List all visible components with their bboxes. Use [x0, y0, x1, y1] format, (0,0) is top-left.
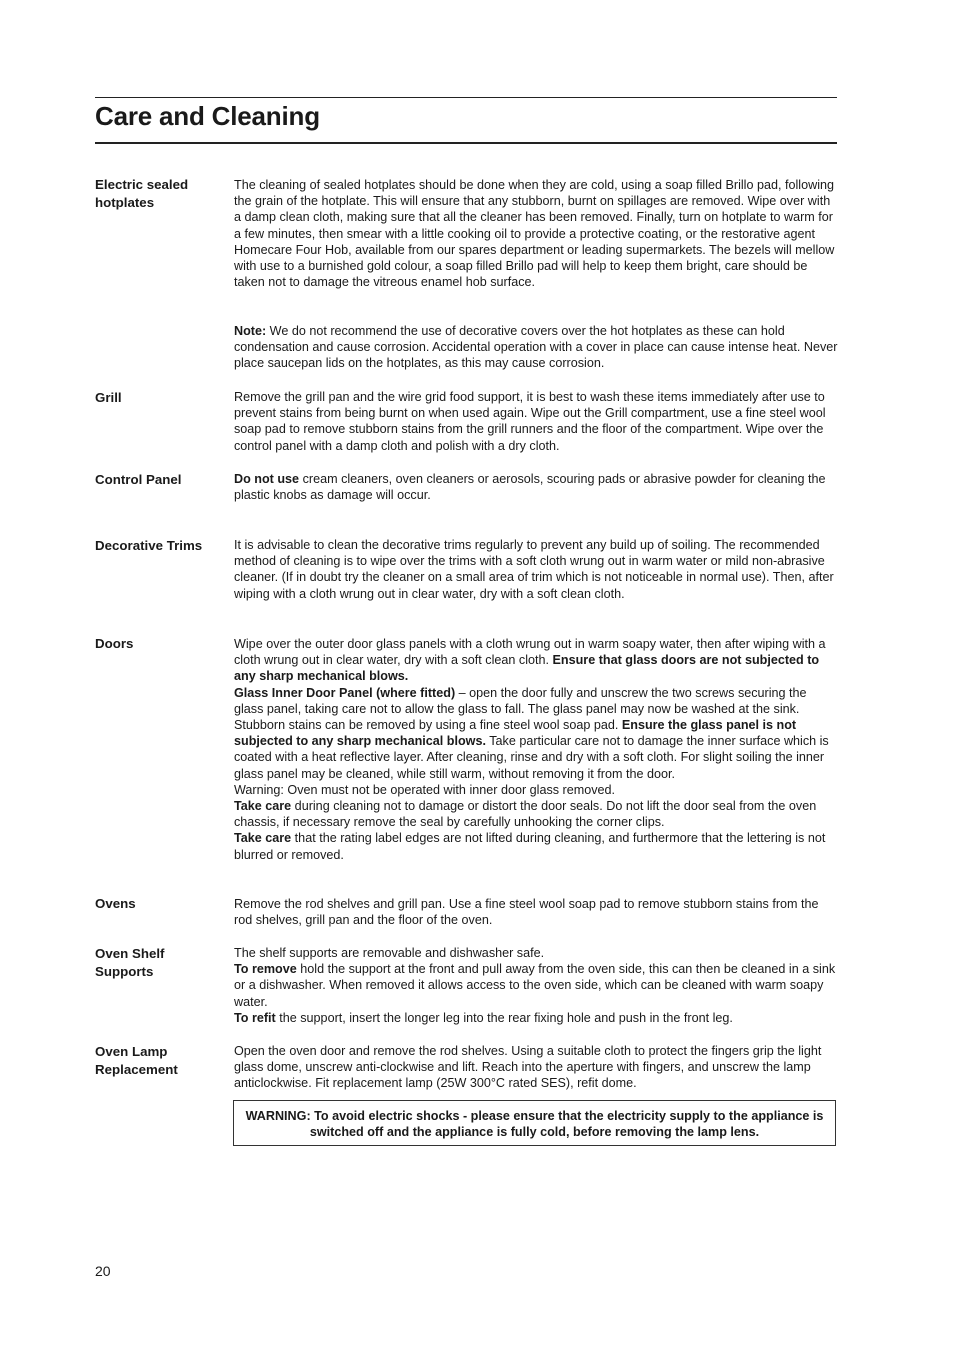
doors-paragraph-5	[234, 830, 838, 862]
shelf-p2-bold: To remove	[234, 962, 297, 977]
section-body-grill	[234, 389, 838, 454]
section-body-hotplates	[234, 177, 838, 290]
shelf-paragraph-3	[234, 1010, 838, 1026]
hotplates-paragraph: The cleaning of sealed hotplates should be done when they are cold, using a soap filled Brillo pad, following the grain of the hotplate. This will ensure that any stubborn, burnt on spillages are removed. Wipe over with a damp clean cloth, making sure that all the cleaner has been removed. Finally, turn on hotplate to warm for a few minutes, then smear with a little cooking oil to provide a protective coating, or the restorative agent Homecare Four Hob, available from our spares department or leading supermarkets. The bezels will mellow with use to a burnished gold colour, a soap filled Brillo pad will help to keep them bright, care should be taken not to damage the vitreous enamel hob surface.	[234, 178, 835, 290]
doors-p1-text: Wipe over the outer door glass panels with a cloth wrung out in warm soapy water, then after wiping with a cloth wrung out in clear water, dry with a soft clean cloth.	[234, 637, 826, 668]
doors-paragraph-3: Warning: Oven must not be operated with inner door glass removed.	[234, 782, 616, 797]
section-label-ovens: Ovens	[95, 896, 136, 911]
section-label-lamp: Oven Lamp Replacement	[95, 1044, 178, 1077]
header-rule-bottom	[95, 142, 837, 144]
section-note-hotplates	[234, 323, 838, 372]
shelf-p3-bold: To refit	[234, 1010, 276, 1025]
trims-paragraph: It is advisable to clean the decorative trims regularly to prevent any build up of soiling. The recommended method of cleaning is to wipe over the trims with a soft cloth wrung out in warm water or mild non-abrasive cleaner. (If in doubt try the cleaner on a small area of trim which is not noticeable in normal use). Then, after wiping with a cloth wrung out in clear water, dry with a soft clean cloth.	[234, 538, 834, 601]
note-text: We do not recommend the use of decorative covers over the hot hotplates as these can hold condensation and cause corrosion. Accidental operation with a cover in place can cause intense heat. Never place saucepan lids on the hotplates, as this may cause corrosion.	[234, 324, 838, 371]
doors-p2-text2: Take particular care not to damage the inner surface which is coated with a heat reflective layer. After cleaning, rinse and dry with a soft cloth. For slight soiling the inner glass panel may be cleaned, while still warm, without removing it from the door.	[234, 734, 829, 781]
section-body-control-panel	[234, 471, 838, 503]
header-rule-top	[95, 97, 837, 98]
section-body-ovens	[234, 896, 838, 928]
control-panel-bold: Do not use	[234, 472, 300, 486]
doors-p2-text: – open the door fully and unscrew the two screws securing the glass panel, taking care not to allow the glass to fall. The glass panel may now be washed at the sink. Stubborn stains can be removed by using a fine steel wool soap pad.	[234, 685, 807, 733]
shelf-paragraph-1: The shelf supports are removable and dishwasher safe.	[234, 946, 545, 960]
section-body-lamp	[234, 1043, 838, 1092]
section-label-doors: Doors	[95, 636, 134, 651]
section-label-shelf-supports: Oven Shelf Supports	[95, 946, 165, 979]
section-label-grill: Grill	[95, 390, 122, 405]
note-bold: Note:	[234, 324, 267, 338]
doors-paragraph-2	[234, 685, 838, 782]
section-label-hotplates: Electric sealed hotplates	[95, 177, 189, 210]
section-label-trims: Decorative Trims	[95, 538, 203, 553]
doors-p5-text: that the rating label edges are not lifted during cleaning, and furthermore that the lettering is not blurred or removed.	[234, 831, 826, 862]
doors-p4-bold: Take care	[234, 799, 292, 814]
shelf-p2-text: hold the support at the front and pull away from the oven side, this can then be cleaned in a sink or a dishwasher. When removed it allows access to the oven side, which can be cleaned with warm soapy water.	[234, 962, 836, 1009]
section-body-doors	[234, 636, 838, 863]
section-label-control-panel: Control Panel	[95, 472, 182, 487]
grill-paragraph: Remove the grill pan and the wire grid food support, it is best to wash these items immediately after use to prevent stains from being burnt on when used again. Wipe out the Grill compartment, use a fine steel wool soap pad to remove stubborn stains from the grill runners and the floor of the compartment. Wipe over the control panel with a damp cloth and polish with a dry cloth.	[234, 390, 826, 453]
shelf-paragraph-2	[234, 961, 838, 1010]
doors-p1-bold: Ensure that glass doors are not subjected to any sharp mechanical blows.	[234, 653, 820, 684]
doors-paragraph-1	[234, 636, 838, 685]
shelf-p3-text: the support, insert the longer leg into the rear fixing hole and push in the front leg.	[275, 1010, 733, 1025]
doors-p2-bold2: Ensure the glass panel is not subjected to any sharp mechanical blows.	[234, 718, 797, 749]
doors-paragraph-4	[234, 798, 838, 830]
doors-p4-text: during cleaning not to damage or distort the door seals. Do not lift the door seal from the oven chassis, if necessary remove the seal by carefully unhooking the corner clips.	[234, 799, 817, 830]
section-body-trims	[234, 537, 838, 602]
hotplates-note	[234, 323, 838, 372]
doors-p2-bold: Glass Inner Door Panel (where fitted)	[234, 685, 456, 700]
control-panel-paragraph	[234, 471, 838, 503]
lamp-warning-box: WARNING: To avoid electric shocks - please ensure that the electricity supply to the appliance is switched off and the appliance is fully cold, before removing the lamp lens.	[233, 1100, 836, 1146]
page-title: Care and Cleaning	[95, 101, 320, 131]
page-number: 20	[95, 1263, 111, 1279]
section-body-shelf-supports	[234, 945, 838, 1026]
ovens-paragraph: Remove the rod shelves and grill pan. Use a fine steel wool soap pad to remove stubborn stains from the rod shelves, grill pan and the floor of the oven.	[234, 897, 819, 928]
lamp-paragraph: Open the oven door and remove the rod shelves. Using a suitable cloth to protect the fingers grip the light glass dome, unscrew anti-clockwise and lift. Reach into the aperture with fingers, and unscrew the lamp anticlockwise. Fit replacement lamp (25W 300°C rated SES), refit dome.	[234, 1044, 822, 1091]
doors-p5-bold: Take care	[234, 831, 292, 846]
control-panel-text: cream cleaners, oven cleaners or aerosols, scouring pads or abrasive powder for cleaning the plastic knobs as damage will occur.	[234, 472, 826, 503]
